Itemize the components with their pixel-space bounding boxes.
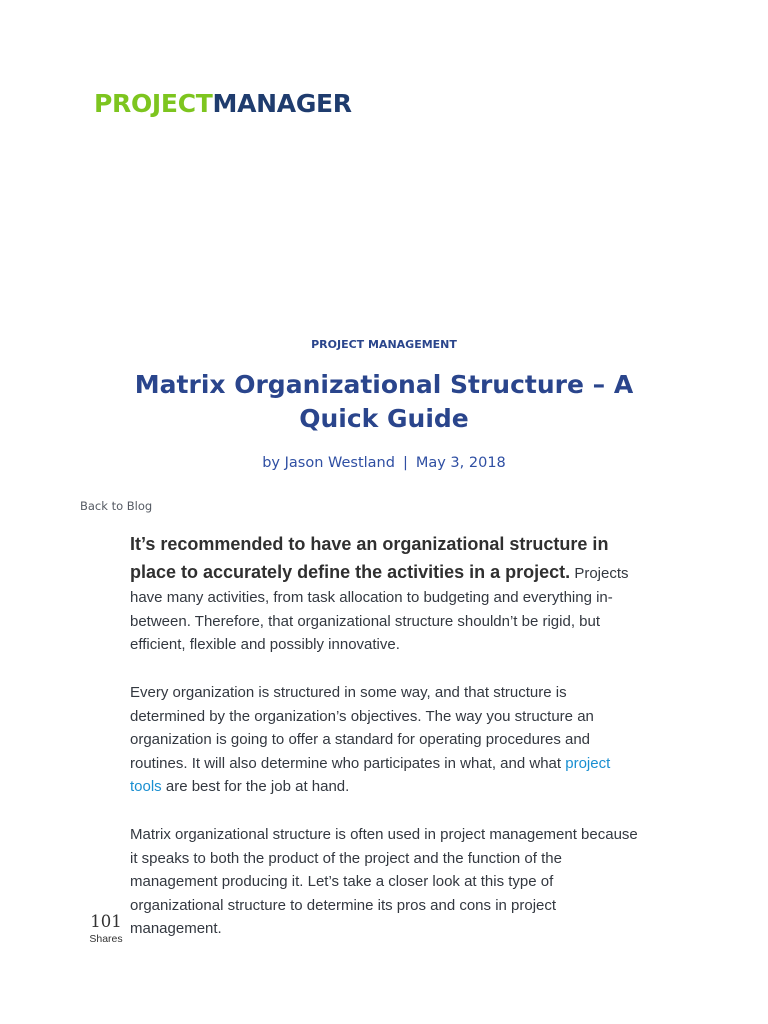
- byline-separator: |: [402, 455, 408, 471]
- share-count: 101: [90, 912, 122, 931]
- post-date: May 3, 2018: [415, 455, 506, 471]
- article-paragraph-3: Matrix organizational structure is often used in project management because it speaks to both the product of the project and the function of the management producing it. Let’s take a closer look at this type of organizational structure to determine its pros and cons in project management.: [130, 826, 638, 937]
- logo-text-manager: MANAGER: [212, 89, 352, 118]
- post-byline: [0, 453, 768, 473]
- post-title: Matrix Organizational Structure – A Quick Guide: [134, 370, 634, 433]
- article-paragraph-1-text: Projects have many activities, from task allocation to budgeting and everything in-between. Therefore, that organizational structure shouldn’t be rigid, but efficient, flexible and possibly innovative.: [130, 565, 629, 653]
- site-logo[interactable]: [94, 88, 352, 120]
- logo-text-project: PROJECT: [94, 89, 213, 118]
- article-body: [130, 530, 642, 965]
- article-lead-sentence: It’s recommended to have an organizational structure in place to accurately define the activities in a project.: [130, 534, 609, 582]
- share-label: Shares: [89, 933, 123, 945]
- byline-prefix: by: [262, 455, 280, 471]
- article-paragraph-1: [130, 530, 642, 657]
- article-paragraph-2-text: Every organization is structured in some way, and that structure is determined by the organization’s objectives. The way you structure an organization is going to offer a standard for operating procedures and routines. It will also determine who participates in what, and what: [130, 684, 594, 772]
- post-category[interactable]: PROJECT MANAGEMENT: [311, 338, 457, 351]
- share-counter: [86, 912, 126, 946]
- author-name[interactable]: Jason Westland: [284, 455, 395, 471]
- back-to-blog-link[interactable]: Back to Blog: [80, 499, 153, 513]
- article-paragraph-2: [130, 681, 642, 799]
- project-tools-link[interactable]: project tools: [130, 754, 611, 795]
- article-paragraph-2-tail: are best for the job at hand.: [161, 778, 350, 795]
